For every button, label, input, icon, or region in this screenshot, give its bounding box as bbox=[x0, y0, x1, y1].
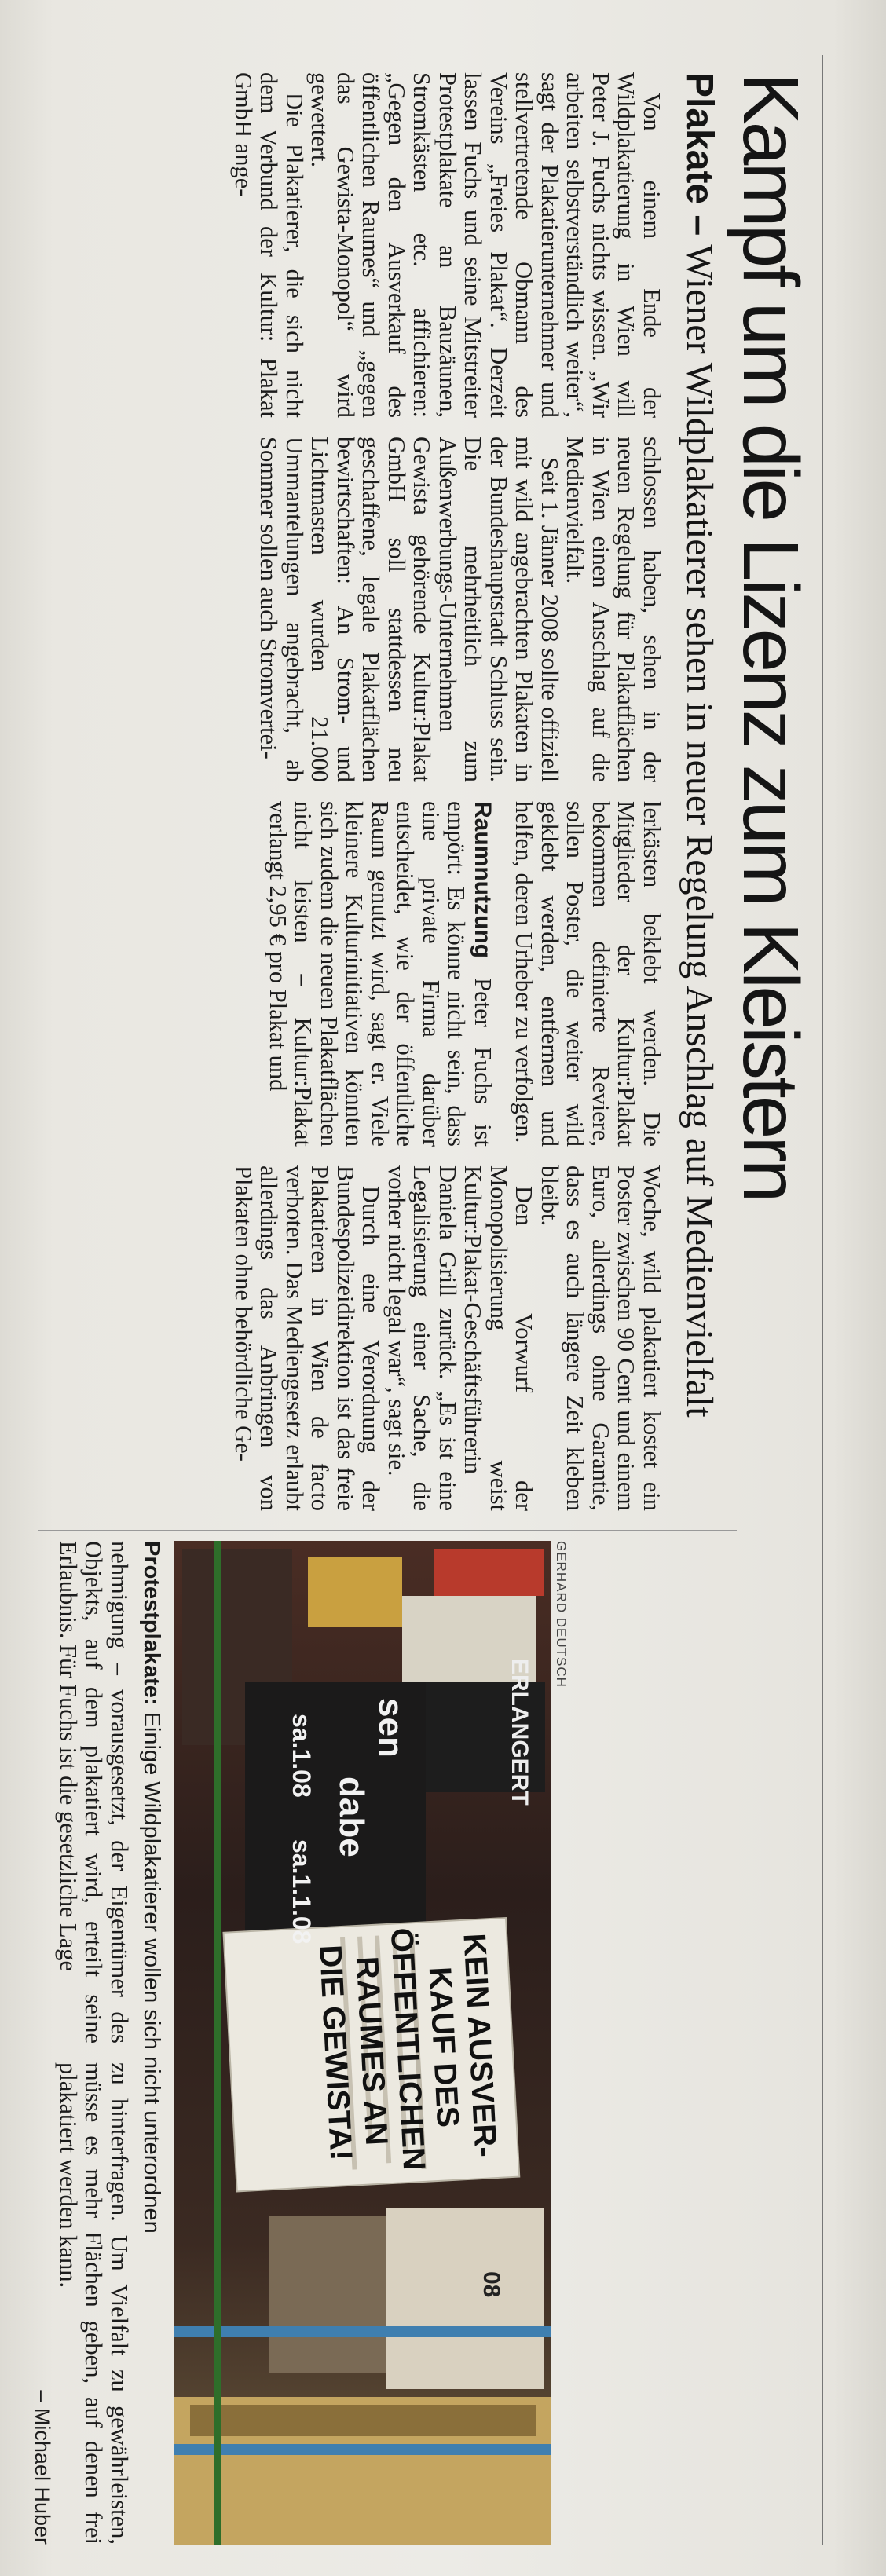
poster-line: RAUMES AN bbox=[349, 1956, 394, 2146]
poster-label-3: dabe bbox=[332, 1776, 371, 1857]
col3-kicker: Raumnutzung bbox=[470, 801, 496, 958]
poster-label-4: sa.1.08 bbox=[287, 1714, 316, 1798]
top-rule bbox=[822, 55, 823, 2545]
protest-poster-headline bbox=[311, 1915, 505, 2183]
poster-label-6: 08 bbox=[478, 2271, 504, 2298]
photo-separator-rule bbox=[38, 1530, 737, 1531]
col2-paragraph-1: schlossen haben, sehen in der neuen Regelung für Plakatflächen in Wien einen Anschlag auf die Medienvielfalt. bbox=[562, 437, 665, 782]
col3-paragraph-2-text: Peter Fuchs ist empört: Es könne nicht sein, dass eine private Firma darüber entscheidet, wie der öffentliche Raum genutzt wird, sagt er. Viele kleinere Kulturinitiativen könnten sich zudem die neuen Plakatflächen nicht leisten – Kultur:Plakat verlangt 2,95 € pro Plakat und bbox=[265, 801, 496, 1147]
column-5 bbox=[14, 1541, 132, 2044]
green-railing bbox=[214, 1541, 222, 2545]
caption-text: Einige Wildplakatierer wollen sich nicht unterordnen bbox=[139, 1711, 164, 2234]
poster-label-1: ERLANGERT bbox=[507, 1659, 533, 1806]
col5-paragraph: nehmigung – vorausgesetzt, der Eigentümer des Objekts, auf dem plakatiert wird, erteilt seine Erlaubnis. Für Fuchs ist die gesetzliche Lage bbox=[55, 1541, 133, 2044]
photo-credit: GERHARD DEUTSCH bbox=[554, 1541, 569, 1688]
kicker: Plakate – bbox=[679, 72, 720, 236]
col1-paragraph-1: Von einem Ende der Wildplakatierung in Wien will Peter J. Fuchs nichts wissen. „Wir arbeiten selbstverständlich weiter“, sagt der Plakatierunternehmer und stellvertretende Obmann des Vereins „Freies Plakat“. Derzeit lassen Fuchs und seine Mitstreiter Protestplakate an Bauzäunen, Stromkästen etc. affichieren: „Gegen den Ausverkauf des öffentlichen Raumes“ und „gegen das Gewista-Monopol“ wird gewettert. bbox=[306, 72, 665, 418]
col6-paragraph: zu hinterfragen. Um Vielfalt zu gewährleisten, müsse es mehr Flächen geben, auf denen frei plakatiert werden kann. bbox=[55, 2062, 133, 2545]
col3-paragraph-2 bbox=[265, 801, 496, 1147]
poster-line: ÖFFENTLICHEN bbox=[383, 1927, 432, 2172]
poster-label-5: sa.1.1.08 bbox=[287, 1839, 316, 1945]
poster-line: DIE GEWISTA! bbox=[312, 1944, 359, 2162]
poster-label-2: sen bbox=[372, 1698, 410, 1758]
col1-paragraph-2: Die Plakatierer, die sich nicht dem Verbund der Kultur: Plakat GmbH ange- bbox=[230, 72, 308, 418]
headline: Kampf um die Lizenz zum Kleistern bbox=[727, 72, 815, 1200]
author-byline: – Michael Huber bbox=[31, 2390, 55, 2545]
blue-pole bbox=[174, 2444, 551, 2455]
col4-paragraph-3: Durch eine Verordnung der Bundespolizeidirektion ist das freie Plakatieren in Wien de facto verboten. Das Mediengesetz erlaubt allerdings das Anbringen von Plakaten ohne behördliche Ge- bbox=[230, 1165, 385, 1511]
poster-line: KAUF DES bbox=[422, 1966, 466, 2128]
caption-label: Protestplakate: bbox=[139, 1541, 164, 1706]
col4-paragraph-1: Woche, wild plakatiert kostet ein Poster zwischen 90 Cent und einem Euro, allerdings ohne Garantie, dass es auch längere Zeit kleben bleibt. bbox=[536, 1165, 665, 1511]
col2-paragraph-2: Seit 1. Jänner 2008 sollte offiziell mit wild angebrachten Plakaten in der Bundeshauptstadt Schluss sein. Die mehrheitlich zum Außenwerbungs-Unternehmen Gewista gehörende Kultur:Plakat GmbH soll stattdessen neu geschaffene, legale Plakatflächen bewirtschaften: An Strom- und Lichtmasten wurden 21.000 Ummantelungen angebracht, ab Sommer sollen auch Stromvertei- bbox=[255, 437, 563, 782]
poster-line: KEIN AUSVER- bbox=[456, 1932, 503, 2158]
right-brown-posters bbox=[269, 2216, 386, 2373]
right-paper-posters bbox=[386, 2208, 544, 2389]
col4-paragraph-2: Den Vorwurf der Monopolisierung weist Kultur:Plakat-Geschäftsführerin Daniela Grill zurück. „Es ist eine Legalisierung einer Sache, die vorher nicht legal war“, sagt sie. bbox=[383, 1165, 538, 1511]
column-1 bbox=[44, 72, 664, 418]
protest-poster-photo bbox=[174, 1541, 551, 2545]
red-poster-shape bbox=[434, 1549, 544, 1596]
column-4 bbox=[44, 1165, 664, 1511]
column-6 bbox=[14, 2062, 132, 2545]
subheadline bbox=[677, 72, 721, 1418]
yellow-poster-shape bbox=[308, 1557, 402, 1627]
subheadline-text: Wiener Wildplakatierer sehen in neuer Regelung Anschlag auf Medienvielfalt bbox=[679, 244, 720, 1418]
photo-caption bbox=[138, 1541, 165, 2234]
column-2 bbox=[44, 437, 664, 782]
blue-pole bbox=[174, 2326, 551, 2337]
col3-paragraph-1: lerkästen beklebt werden. Die Mitglieder der Kultur:Plakat bekommen definierte Reviere, sollen Poster, die weiter wild geklebt werden, entfernen und helfen, deren Urheber zu verfolgen. bbox=[511, 801, 665, 1147]
shop-frame bbox=[190, 2405, 536, 2436]
column-3 bbox=[44, 801, 664, 1147]
